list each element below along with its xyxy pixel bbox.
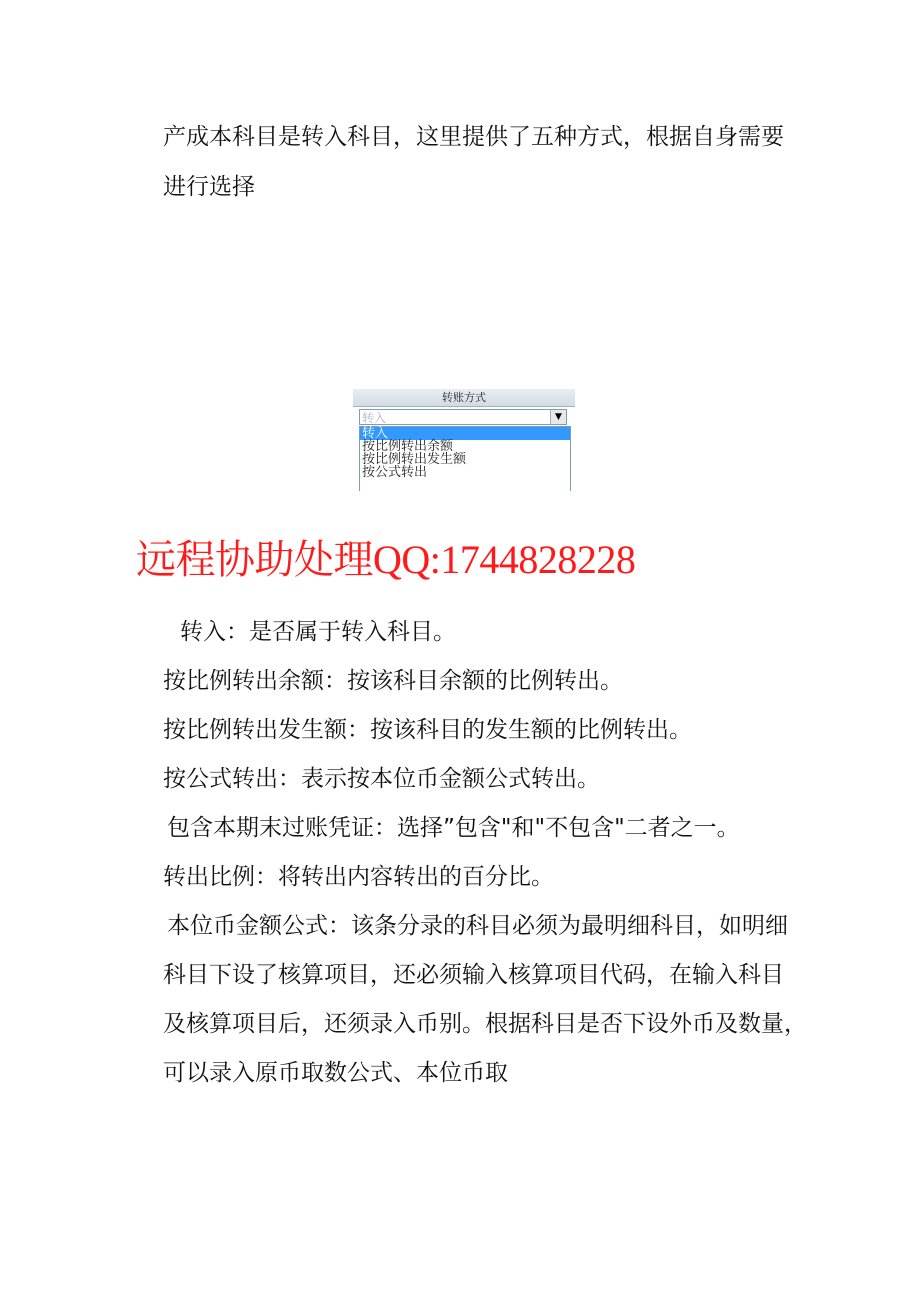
transfer-method-options: [359, 426, 571, 491]
transfer-method-selected-value: 转入: [362, 411, 387, 425]
option-formula: 按公式转出: [362, 465, 428, 480]
para-formula-line-3: 及核算项目后，还须录入币别。根据科目是否下设外币及数量，: [163, 1011, 807, 1037]
para-formula-line-1: 本位币金额公式：该条分录的科目必须为最明细科目，如明细: [167, 913, 788, 939]
para-formula-line-4: 可以录入原币取数公式、本位币取: [163, 1060, 508, 1086]
transfer-method-select: [359, 409, 567, 425]
para-formula-line-2: 科目下设了核算项目，还必须输入核算项目代码，在输入科目: [163, 962, 784, 988]
chevron-down-icon: ▼: [550, 410, 566, 424]
para-include-vouchers: 包含本期末过账凭证：选择”包含"和"不包含"二者之一。: [167, 815, 740, 841]
para-proportion-balance: 按比例转出余额：按该科目余额的比例转出。: [163, 668, 623, 694]
option-transfer-in: 转入: [360, 427, 570, 440]
watermark-contact: 远程协助处理QQ:1744828228: [136, 537, 636, 582]
intro-line-1: 产成本科目是转入科目，这里提供了五种方式，根据自身需要: [163, 124, 784, 150]
intro-paragraph: [163, 112, 803, 212]
para-transfer-ratio: 转出比例：将转出内容转出的百分比。: [163, 864, 554, 890]
intro-line-2: 进行选择: [163, 174, 255, 200]
transfer-method-header: 转账方式: [353, 389, 575, 407]
option-proportion-amount: 按比例转出发生额: [362, 452, 467, 467]
para-formula: 按公式转出：表示按本位币金额公式转出。: [163, 766, 600, 792]
para-transfer-in: 转入：是否属于转入科目。: [180, 619, 456, 645]
para-proportion-amount: 按比例转出发生额：按该科目的发生额的比例转出。: [163, 717, 692, 743]
transfer-method-screenshot: [353, 389, 575, 491]
option-proportion-balance: 按比例转出余额: [362, 439, 454, 454]
